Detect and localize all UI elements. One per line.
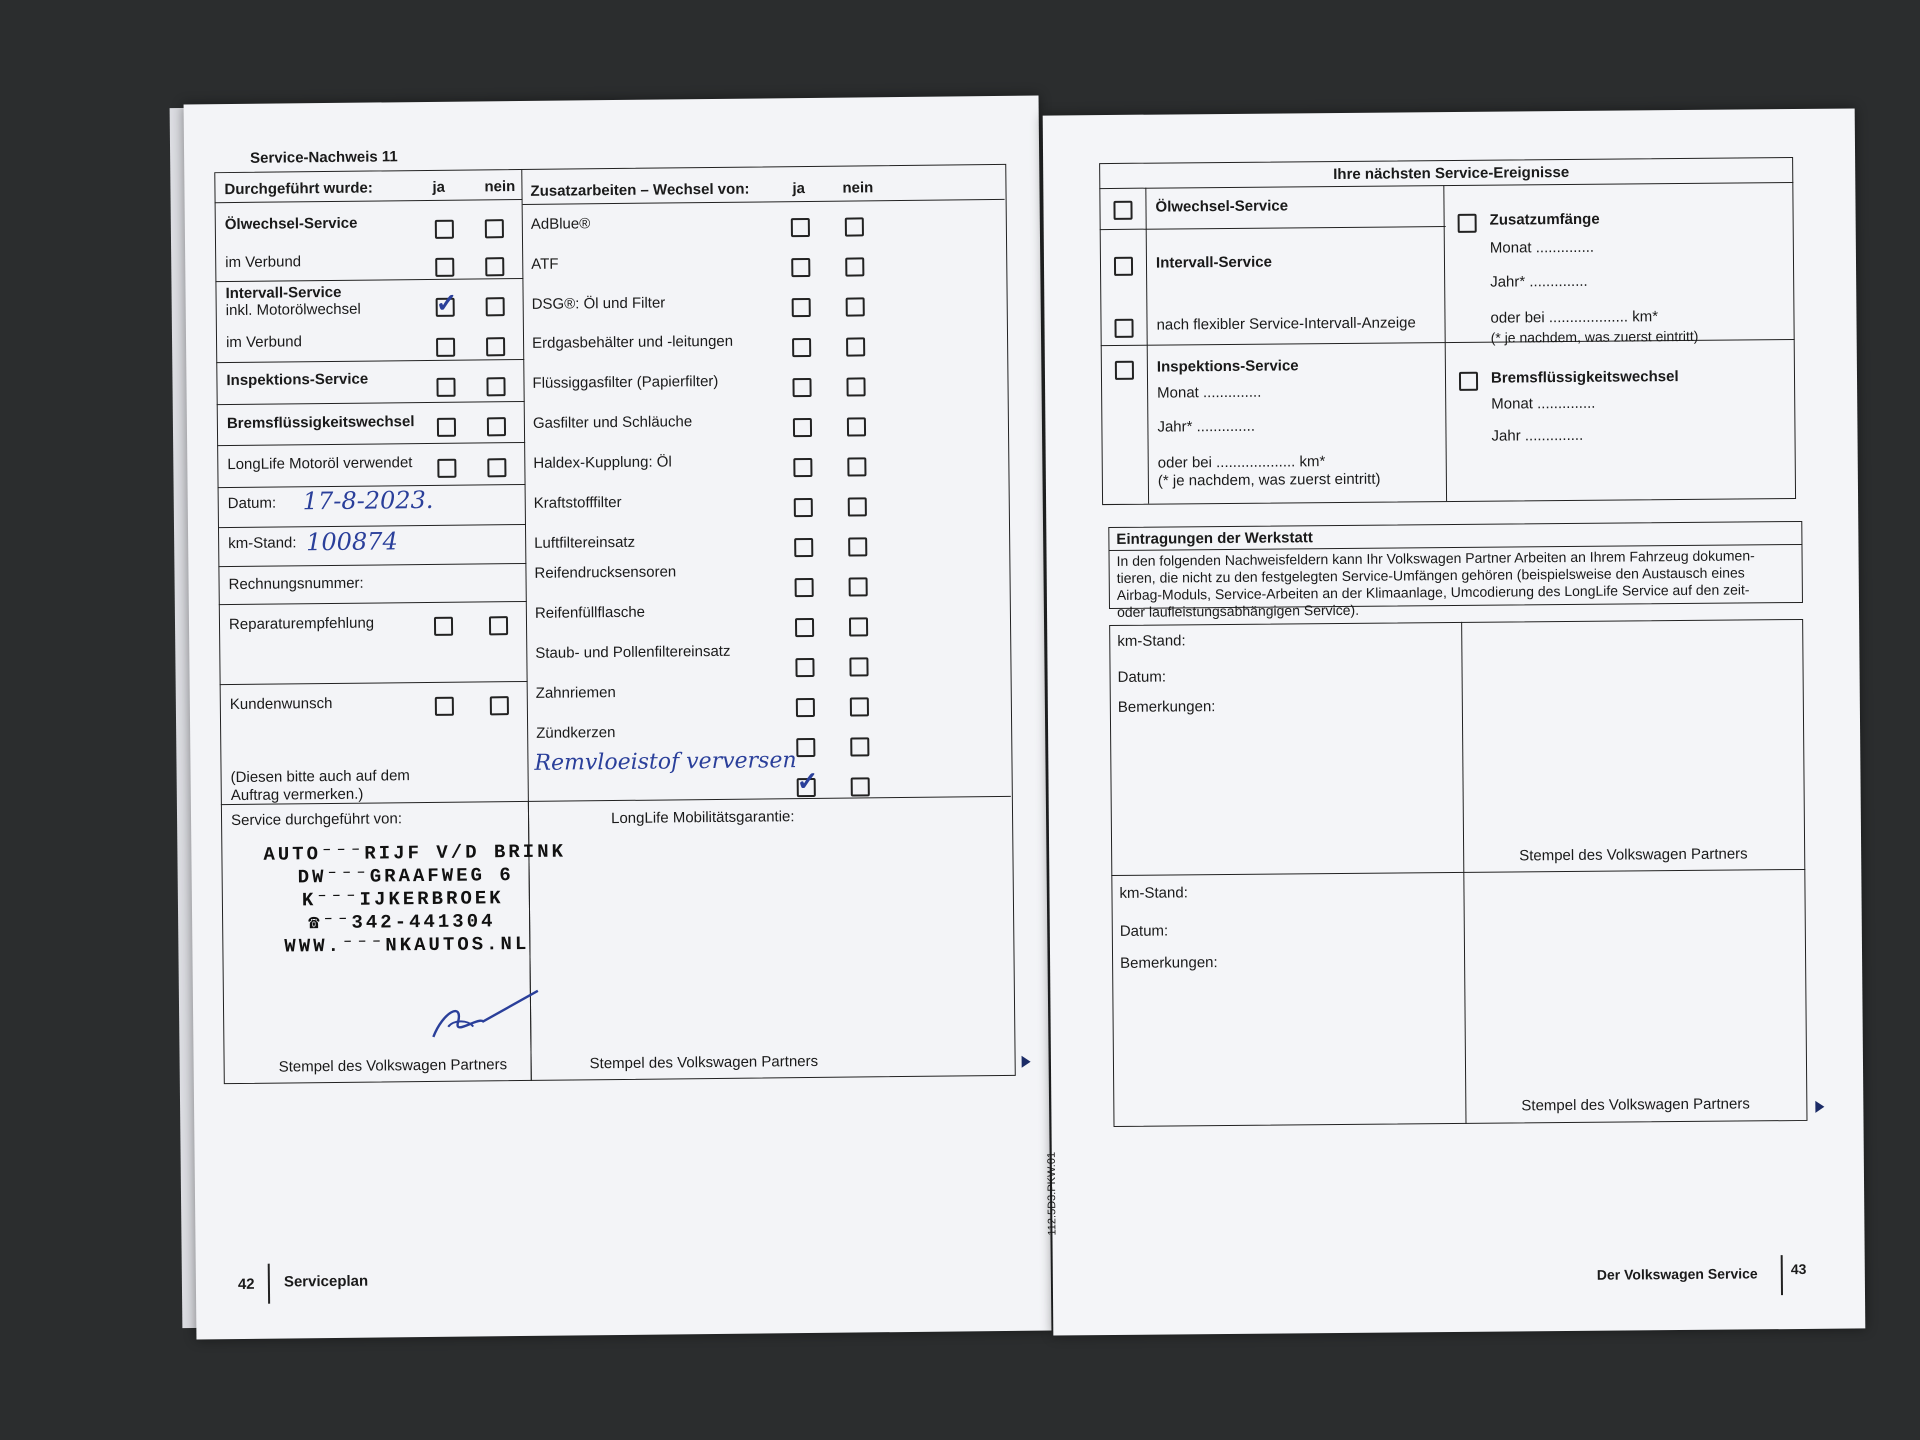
additional-year: Jahr* ..............	[1490, 272, 1588, 291]
tyre-inflator-yes-checkbox[interactable]	[795, 618, 814, 637]
entry2-stamp-caption: Stempel des Volkswagen Partners	[1521, 1095, 1750, 1115]
atf-label: ATF	[531, 255, 559, 273]
oil-service-checkbox[interactable]	[1113, 201, 1132, 220]
invoice-number-label: Rechnungsnummer:	[228, 574, 364, 594]
entry2-km-label: km-Stand:	[1119, 884, 1188, 902]
incl-oil-change-label: inkl. Motorölwechsel	[225, 300, 361, 320]
customer-note-line2: Auftrag vermerken.)	[230, 785, 364, 805]
stamp-line: DW⁻⁻⁻GRAAFWEG 6	[297, 864, 514, 889]
cng-tank-yes-checkbox[interactable]	[792, 338, 811, 357]
oil-combined-no-checkbox[interactable]	[485, 257, 504, 276]
repair-recommendation-label: Reparaturempfehlung	[228, 614, 375, 634]
customer-request-yes-checkbox[interactable]	[435, 697, 454, 716]
workshop-text-line: Airbag-Moduls, Service-Arbeiten an der Klimaanlage, Umcodierung des LongLife Service auf den zeit-	[1116, 581, 1750, 603]
page-number-left: 42	[237, 1275, 255, 1294]
tpms-label: Reifendrucksensoren	[534, 563, 677, 582]
inspection-month: Monat ..............	[1157, 383, 1262, 402]
inspection-no-checkbox[interactable]	[486, 377, 505, 396]
longlife-oil-label: LongLife Motoröl verwendet	[227, 454, 413, 474]
inspection-service-label: Inspektions-Service	[226, 370, 369, 390]
lpg-filter-label: Flüssiggasfilter (Papierfilter)	[532, 372, 719, 392]
workshop-description	[1117, 547, 1756, 621]
fuel-filter-label: Kraftstofffilter	[533, 493, 622, 512]
pollen-filter-yes-checkbox[interactable]	[795, 658, 814, 677]
left-page	[184, 96, 1052, 1340]
oil-change-no-checkbox[interactable]	[485, 219, 504, 238]
haldex-label: Haldex-Kupplung: Öl	[533, 453, 672, 472]
fuel-filter-no-checkbox[interactable]	[848, 497, 867, 516]
stamp-caption-left: Stempel des Volkswagen Partners	[278, 1056, 508, 1076]
entry1-stamp-caption: Stempel des Volkswagen Partners	[1519, 845, 1748, 865]
adblue-label: AdBlue®	[530, 215, 591, 233]
cng-tank-no-checkbox[interactable]	[846, 337, 865, 356]
stamp-line: K⁻⁻⁻IJKERBROEK	[301, 887, 504, 912]
atf-yes-checkbox[interactable]	[791, 258, 810, 277]
longlife-oil-no-checkbox[interactable]	[487, 458, 506, 477]
stamp-line: ☎⁻⁻342-441304	[308, 910, 496, 935]
haldex-yes-checkbox[interactable]	[793, 458, 812, 477]
additional-km: oder bei ................... km*	[1490, 308, 1659, 327]
brake-fluid-year: Jahr ..............	[1491, 426, 1584, 445]
next-events-title: Ihre nächsten Service-Ereignisse	[1333, 163, 1570, 184]
additional-note: (* je nachdem, was zuerst eintritt)	[1490, 327, 1699, 346]
cng-tank-label: Erdgasbehälter und -leitungen	[531, 332, 734, 352]
spark-plugs-label: Zündkerzen	[536, 724, 616, 742]
interval-combined-yes-checkbox[interactable]	[436, 338, 455, 357]
workshop-title: Eintragungen der Werkstatt	[1116, 529, 1313, 548]
stamp-line: AUTO⁻⁻⁻RIJF V/D BRINK	[263, 840, 567, 866]
oil-combined-yes-checkbox[interactable]	[435, 258, 454, 277]
timing-belt-no-checkbox[interactable]	[850, 697, 869, 716]
next-page-arrow-right	[1815, 1101, 1824, 1113]
adblue-no-checkbox[interactable]	[845, 217, 864, 236]
extra-work-no-checkbox[interactable]	[851, 777, 870, 796]
air-filter-no-checkbox[interactable]	[848, 537, 867, 556]
km-label: km-Stand:	[228, 534, 297, 553]
flexible-interval-label: nach flexibler Service-Intervall-Anzeige	[1156, 314, 1416, 334]
adblue-yes-checkbox[interactable]	[791, 218, 810, 237]
footer-rule	[1781, 1255, 1783, 1295]
additional-work-header: Zusatzarbeiten – Wechsel von:	[530, 180, 750, 200]
service-record-title: Service-Nachweis 11	[250, 148, 398, 167]
timing-belt-yes-checkbox[interactable]	[796, 698, 815, 717]
stamp-line: WWW.⁻⁻⁻NKAUTOS.NL	[284, 932, 530, 958]
interval-yes-tick: ✓	[435, 287, 458, 318]
oil-change-service-label: Ölwechsel-Service	[224, 214, 358, 234]
gas-filter-label: Gasfilter und Schläuche	[532, 413, 693, 432]
interval-service-label: Intervall-Service	[225, 283, 342, 303]
form-code: 112.5D3.PKW.01	[1045, 1151, 1059, 1236]
dsg-no-checkbox[interactable]	[846, 297, 865, 316]
next-interval-service-label: Intervall-Service	[1155, 253, 1272, 272]
signature	[423, 981, 544, 1052]
mobility-guarantee-label: LongLife Mobilitätsgarantie:	[610, 808, 795, 828]
entry1-date-label: Datum:	[1117, 668, 1167, 686]
air-filter-label: Luftfiltereinsatz	[534, 533, 636, 552]
right-page	[1043, 108, 1866, 1335]
brake-fluid-month: Monat ..............	[1491, 394, 1596, 413]
next-inspection-label: Inspektions-Service	[1156, 357, 1299, 376]
additional-scope-label: Zusatzumfänge	[1489, 210, 1600, 229]
handwritten-date: 17-8-2023.	[302, 485, 434, 516]
yes-header-left: ja	[432, 178, 446, 196]
oil-change-combined-label: im Verbund	[225, 253, 302, 272]
inspection-note: (* je nachdem, was zuerst eintritt)	[1157, 470, 1381, 490]
dsg-label: DSG®: Öl und Filter	[531, 294, 666, 313]
pollen-filter-no-checkbox[interactable]	[849, 657, 868, 676]
page-number-right: 43	[1790, 1260, 1807, 1278]
spark-plugs-yes-checkbox[interactable]	[796, 738, 815, 757]
no-header-right: nein	[842, 179, 874, 197]
brake-fluid-yes-checkbox[interactable]	[437, 418, 456, 437]
interval-no-checkbox[interactable]	[486, 297, 505, 316]
air-filter-yes-checkbox[interactable]	[794, 538, 813, 557]
performed-header: Durchgeführt wurde:	[224, 179, 373, 199]
longlife-oil-yes-checkbox[interactable]	[437, 459, 456, 478]
tpms-yes-checkbox[interactable]	[795, 578, 814, 597]
inspection-next-checkbox[interactable]	[1115, 361, 1134, 380]
brake-fluid-no-checkbox[interactable]	[487, 417, 506, 436]
dsg-yes-checkbox[interactable]	[792, 298, 811, 317]
entry2-date-label: Datum:	[1119, 922, 1169, 940]
gas-filter-no-checkbox[interactable]	[847, 417, 866, 436]
fuel-filter-yes-checkbox[interactable]	[794, 498, 813, 517]
oil-change-yes-checkbox[interactable]	[435, 220, 454, 239]
brake-fluid-next-checkbox[interactable]	[1459, 372, 1478, 391]
workshop-text-line: tieren, die nicht zu den festgelegten Service-Umfängen gehören (beispielsweise den Austausch eines	[1116, 564, 1745, 586]
tpms-no-checkbox[interactable]	[849, 577, 868, 596]
workshop-text-line: In den folgenden Nachweisfeldern kann Ihr Volkswagen Partner Arbeiten an Ihrem Fahrzeug dokumen-	[1116, 547, 1755, 569]
handwritten-extra-work: Remvloeistof verversen	[534, 748, 797, 776]
entry1-notes-label: Bemerkungen:	[1117, 698, 1216, 716]
entry2-notes-label: Bemerkungen:	[1120, 954, 1218, 972]
interval-combined-label: im Verbund	[225, 333, 303, 352]
customer-request-no-checkbox[interactable]	[490, 696, 509, 715]
gas-filter-yes-checkbox[interactable]	[793, 418, 812, 437]
date-label: Datum:	[227, 494, 277, 513]
inspection-year: Jahr* ..............	[1157, 417, 1256, 436]
handwritten-km: 100874	[306, 527, 398, 557]
lpg-filter-no-checkbox[interactable]	[846, 377, 865, 396]
dealer-stamp	[263, 841, 567, 959]
next-brake-fluid-label: Bremsflüssigkeitswechsel	[1490, 368, 1679, 387]
inspection-km: oder bei ................... km*	[1157, 453, 1326, 472]
tyre-inflator-no-checkbox[interactable]	[849, 617, 868, 636]
yes-header-right: ja	[792, 180, 806, 198]
next-page-arrow	[1022, 1056, 1031, 1068]
repair-no-checkbox[interactable]	[489, 616, 508, 635]
lpg-filter-yes-checkbox[interactable]	[792, 378, 811, 397]
stamp-caption-middle: Stempel des Volkswagen Partners	[589, 1052, 819, 1073]
repair-yes-checkbox[interactable]	[434, 617, 453, 636]
no-header-left: nein	[484, 178, 516, 196]
atf-no-checkbox[interactable]	[845, 257, 864, 276]
flexible-interval-checkbox[interactable]	[1114, 319, 1133, 338]
customer-request-label: Kundenwunsch	[229, 694, 333, 714]
interval-combined-no-checkbox[interactable]	[486, 337, 505, 356]
workshop-text-line: oder laufleistungsabhängigen Service).	[1116, 601, 1360, 620]
additional-scope-checkbox[interactable]	[1458, 214, 1477, 233]
next-oil-service-label: Ölwechsel-Service	[1155, 197, 1289, 216]
additional-month: Monat ..............	[1489, 238, 1595, 257]
entry1-km-label: km-Stand:	[1117, 632, 1186, 650]
performed-by-label: Service durchgeführt von:	[230, 810, 403, 830]
footer-rule	[268, 1264, 270, 1304]
brake-fluid-label: Bremsflüssigkeitswechsel	[226, 413, 415, 433]
customer-note-line1: (Diesen bitte auch auf dem	[230, 767, 410, 787]
timing-belt-label: Zahnriemen	[535, 684, 616, 702]
inspection-yes-checkbox[interactable]	[436, 378, 455, 397]
spark-plugs-no-checkbox[interactable]	[850, 737, 869, 756]
haldex-no-checkbox[interactable]	[847, 457, 866, 476]
footer-label-right: Der Volkswagen Service	[1596, 1265, 1758, 1283]
footer-label-left: Serviceplan	[283, 1272, 369, 1291]
tyre-inflator-label: Reifenfüllflasche	[534, 603, 646, 622]
extra-work-tick: ✓	[796, 765, 819, 797]
interval-service-checkbox[interactable]	[1114, 257, 1133, 276]
pollen-filter-label: Staub- und Pollenfiltereinsatz	[535, 642, 731, 662]
